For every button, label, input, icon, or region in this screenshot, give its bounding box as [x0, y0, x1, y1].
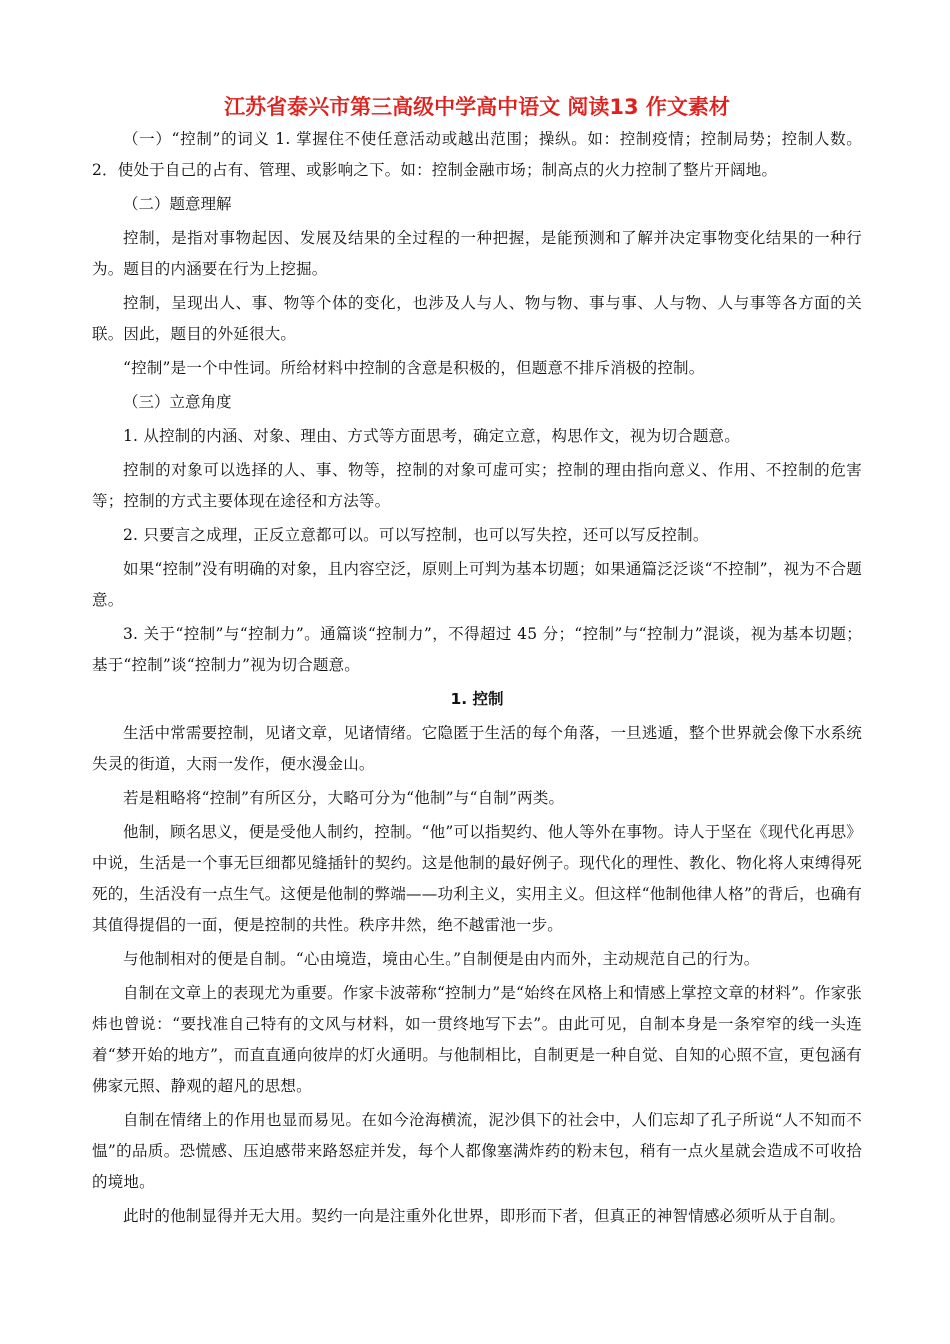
- essay-paragraph: 自制在文章上的表现尤为重要。作家卡波蒂称“控制力”是“始终在风格上和情感上掌控文章的材料”。作家张炜也曾说：“要找准自己特有的文风与材料，如一贯终地写下去”。由此可见，自制本身是一条窄窄的线一头连着“梦开始的地方”，而直直通向彼岸的灯火通明。与他制相比，自制更是一种自觉、自知的心照不宣，更包涵有佛家元照、静观的超凡的思想。: [92, 984, 862, 1095]
- essay-paragraph: 若是粗略将“控制”有所区分，大略可分为“他制”与“自制”两类。: [123, 789, 565, 807]
- paragraph: 1. 从控制的内涵、对象、理由、方式等方面思考，确定立意，构思作文，视为切合题意。: [123, 427, 740, 445]
- section-title-topic-understanding: （二）题意理解: [123, 195, 232, 213]
- essay-paragraph: 生活中常需要控制，见诸文章，见诸情绪。它隐匿于生活的每个角落，一旦逃遁，整个世界就会像下水系统失灵的街道，大雨一发作，便水漫金山。: [92, 724, 862, 773]
- paragraph: 控制，是指对事物起因、发展及结果的全过程的一种把握，是能预测和了解并决定事物变化结果的一种行为。题目的内涵要在行为上挖掘。: [92, 229, 862, 278]
- essay-paragraph: 自制在情绪上的作用也显而易见。在如今沧海横流，泥沙俱下的社会中，人们忘却了孔子所说“人不知而不愠”的品质。恐慌感、压迫感带来路怒症并发，每个人都像塞满炸药的粉末包，稍有一点火星就会造成不可收拾的境地。: [92, 1111, 862, 1191]
- essay-heading: 1. 控制: [450, 690, 504, 708]
- paragraph: 2. 只要言之成理，正反立意都可以。可以写控制，也可以写失控，还可以写反控制。: [123, 526, 709, 544]
- paragraph: “控制”是一个中性词。所给材料中控制的含意是积极的，但题意不排斥消极的控制。: [123, 359, 705, 377]
- section-title-angles: （三）立意角度: [123, 393, 232, 411]
- word-meaning-paragraph: （一）“控制”的词义 1. 掌握住不使任意活动或越出范围；操纵。如：控制疫情；控制局势；控制人数。2．使处于自己的占有、管理、或影响之下。如：控制金融市场；制高点的火力控制了整片开阔地。: [92, 130, 862, 179]
- essay-paragraph: 与他制相对的便是自制。“心由境造，境由心生。”自制便是由内而外，主动规范自己的行为。: [123, 950, 760, 968]
- paragraph: 控制的对象可以选择的人、事、物等，控制的对象可虚可实；控制的理由指向意义、作用、不控制的危害等；控制的方式主要体现在途径和方法等。: [92, 461, 862, 510]
- paragraph: 控制，呈现出人、事、物等个体的变化，也涉及人与人、物与物、事与事、人与物、人与事等各方面的关联。因此，题目的外延很大。: [92, 294, 862, 343]
- essay-paragraph: 他制，顾名思义，便是受他人制约，控制。“他”可以指契约、他人等外在事物。诗人于坚在《现代化再思》中说，生活是一个事无巨细都见缝插针的契约。这是他制的最好例子。现代化的理性、教化、物化将人束缚得死死的，生活没有一点生气。这便是他制的弊端——功利主义，实用主义。但这样“他制他律人格”的背后，也确有其值得提倡的一面，便是控制的共性。秩序井然，绝不越雷池一步。: [92, 823, 862, 934]
- document-page: [92, 92, 862, 1235]
- document-title: 江苏省泰兴市第三高级中学高中语文 阅读13 作文素材: [224, 95, 730, 119]
- paragraph: 如果“控制”没有明确的对象，且内容空泛，原则上可判为基本切题；如果通篇泛泛谈“不控制”，视为不合题意。: [92, 560, 862, 609]
- paragraph: 3. 关于“控制”与“控制力”。通篇谈“控制力”，不得超过 45 分；“控制”与“控制力”混谈，视为基本切题；基于“控制”谈“控制力”视为切合题意。: [92, 625, 862, 674]
- essay-paragraph: 此时的他制显得并无大用。契约一向是注重外化世界，即形而下者，但真正的神智情感必须听从于自制。: [123, 1207, 846, 1225]
